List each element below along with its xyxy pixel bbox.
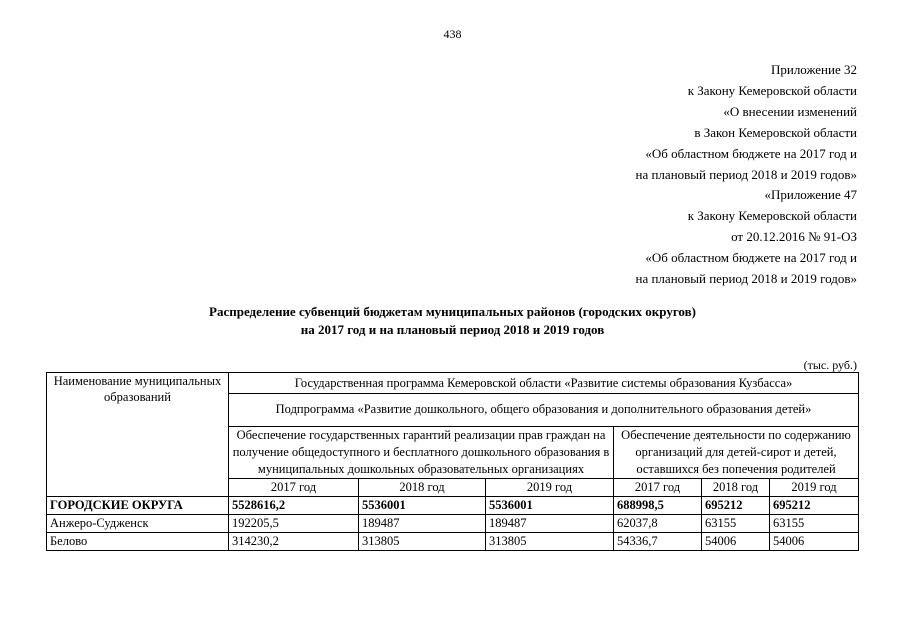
appendix-47-line: «Об областном бюджете на 2017 год и	[645, 250, 857, 265]
appendix-32-line: «О внесении изменений	[723, 104, 857, 119]
appendix-47-line: «Приложение 47	[764, 187, 857, 202]
document-title	[0, 303, 905, 339]
row-value: 54006	[770, 533, 859, 551]
year-header: 2018 год	[702, 479, 770, 497]
row-name: ГОРОДСКИЕ ОКРУГА	[47, 497, 229, 515]
year-header: 2018 год	[359, 479, 486, 497]
table-row	[47, 533, 859, 551]
group-header-guarantees: Обеспечение государственных гарантий реализации прав граждан на получение общедоступного и бесплатного дошкольного образования в муниципальных дошкольных образовательных организациях	[229, 427, 614, 479]
row-value: 189487	[359, 515, 486, 533]
appendix-32-line: Приложение 32	[770, 62, 857, 77]
row-value: 192205,5	[229, 515, 359, 533]
row-value: 5536001	[486, 497, 614, 515]
appendix-32-line: на плановый период 2018 и 2019 годов»	[635, 167, 857, 182]
document-title-line: Распределение субвенций бюджетам муниципальных районов (городских округов)	[209, 304, 696, 319]
row-value: 695212	[702, 497, 770, 515]
row-value: 5536001	[359, 497, 486, 515]
year-header: 2019 год	[486, 479, 614, 497]
row-value: 54006	[702, 533, 770, 551]
name-column-header: Наименование муниципальных образований	[47, 373, 229, 497]
table-row-total	[47, 497, 859, 515]
page-number: 438	[443, 27, 462, 41]
appendix-47-line: от 20.12.2016 № 91-ОЗ	[731, 229, 857, 244]
appendix-32-line: «Об областном бюджете на 2017 год и	[645, 146, 857, 161]
row-value: 63155	[702, 515, 770, 533]
row-value: 313805	[486, 533, 614, 551]
row-name: Анжеро-Судженск	[47, 515, 229, 533]
appendix-47-line: к Закону Кемеровской области	[687, 208, 857, 223]
row-name: Белово	[47, 533, 229, 551]
subventions-table	[46, 372, 859, 551]
year-header: 2019 год	[770, 479, 859, 497]
row-value: 688998,5	[614, 497, 702, 515]
subprogram-header: Подпрограмма «Развитие дошкольного, общего образования и дополнительного образования детей»	[229, 394, 859, 427]
row-value: 314230,2	[229, 533, 359, 551]
row-value: 5528616,2	[229, 497, 359, 515]
appendix-47-line: на плановый период 2018 и 2019 годов»	[635, 271, 857, 286]
unit-note: (тыс. руб.)	[803, 358, 857, 372]
program-header: Государственная программа Кемеровской области «Развитие системы образования Кузбасса»	[229, 373, 859, 394]
row-value: 54336,7	[614, 533, 702, 551]
row-value: 313805	[359, 533, 486, 551]
appendix-32-block	[636, 59, 858, 185]
row-value: 695212	[770, 497, 859, 515]
group-header-orphans: Обеспечение деятельности по содержанию организаций для детей-сирот и детей, оставшихся без попечения родителей	[614, 427, 859, 479]
year-header: 2017 год	[229, 479, 359, 497]
row-value: 62037,8	[614, 515, 702, 533]
appendix-32-line: в Закон Кемеровской области	[694, 125, 857, 140]
document-title-line: на 2017 год и на плановый период 2018 и 2019 годов	[300, 322, 605, 337]
row-value: 189487	[486, 515, 614, 533]
appendix-32-line: к Закону Кемеровской области	[687, 83, 857, 98]
year-header: 2017 год	[614, 479, 702, 497]
table-row	[47, 515, 859, 533]
appendix-47-block	[636, 184, 858, 289]
row-value: 63155	[770, 515, 859, 533]
